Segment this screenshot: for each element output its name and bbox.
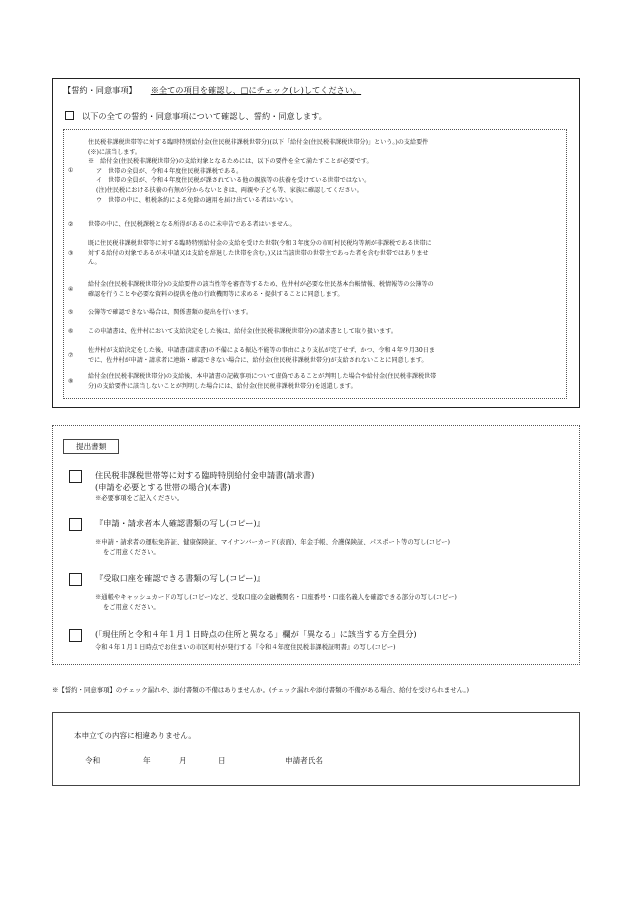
- consent-title: 【誓約・同意事項】: [63, 85, 137, 95]
- consent-line: でに、佐井村が申請・請求者に連絡・確認できない場合に、給付金(住民税非課税世帯分)が支給されないことに同意します。: [88, 356, 428, 364]
- consent-line: この申請書は、佐井村において支給決定をした後は、給付金(住民税非課税世帯分)の請求書として取り扱います。: [88, 328, 397, 335]
- document-label: 『申請・請求者本人確認書類の写し(コピー)』: [95, 518, 265, 528]
- consent-line: イ 世帯の全員が、令和４年度住民税が課されている他の親族等の扶養を受けている世帯ではない。: [96, 177, 371, 185]
- document-checkbox[interactable]: [69, 573, 82, 586]
- document-note: ※必要事項をご記入ください。: [95, 495, 184, 502]
- consent-item-number: ⑧: [68, 378, 74, 385]
- date-era: 令和: [85, 756, 101, 765]
- declaration-text: 本申立ての内容に相違ありません。: [74, 731, 196, 740]
- document-note: ※通帳やキャッシュカードの写し(コピー)など、受取口座の金融機関名・口座番号・口座名義人を確認できる部分の写し(コピー): [95, 594, 457, 601]
- consent-line: 公簿等で確認できない場合は、関係書類の提出を行います。: [88, 309, 253, 316]
- date-day[interactable]: 日: [218, 756, 226, 765]
- document-note: をご用意ください。: [103, 548, 160, 556]
- consent-item-number: ⑦: [68, 352, 74, 359]
- consent-item-number: ⑤: [68, 309, 74, 316]
- document-label: 『受取口座を確認できる書類の写し(コピー)』: [95, 573, 265, 583]
- consent-line: 対する給付の対象であるが未申請又は支給を辞退した世帯を含む。)又は当該世帯の世帯主であった者を含む世帯ではありませ: [88, 249, 429, 257]
- document-checkbox[interactable]: [69, 629, 82, 642]
- consent-line: ※ 給付金(住民税非課税世帯分)の支給対象となるためには、以下の要件を全て満たすことが必要です。: [88, 158, 373, 166]
- consent-item-number: ③: [68, 250, 74, 257]
- consent-line: (※)に該当します。: [88, 148, 142, 156]
- applicant-name-label[interactable]: 申請者氏名: [285, 756, 323, 765]
- check-reminder-note: ※【誓約・同意事項】のチェック漏れや、添付書類の不備はありませんか。(チェック漏れや添付書類の不備がある場合、給付を受けられません。): [52, 686, 470, 694]
- document-note: 令和４年１月１日時点でお住まいの市区町村が発行する『令和４年度住民税非課税証明書』の写し(コピー): [95, 644, 396, 651]
- consent-line: ア 世帯の全員が、令和４年度住民税非課税である。: [96, 167, 243, 175]
- document-note: ※申請・請求者の運転免許証、健康保険証、マイナンバーカード(表面)、年金手帳、介護保険証、パスポート等の写し(コピー): [95, 539, 450, 546]
- consent-line: 住民税非課税世帯等に対する臨時特別給付金(住民税非課税世帯分)(以下「給付金(住民税非課税世帯分)」という。)の支給要件: [88, 139, 429, 146]
- consent-line: 給付金(住民税非課税世帯分)の支給後、本申請書の記載事項について虚偽であることが判明した場合や給付金(住民税非課税世帯: [88, 373, 437, 380]
- agree-all-checkbox[interactable]: [65, 111, 74, 120]
- document-note: をご用意ください。: [103, 603, 160, 611]
- consent-line: ん。: [88, 259, 101, 267]
- documents-title: 提出書類: [63, 439, 119, 454]
- consent-items-box: [63, 129, 567, 399]
- document-label: 住民税非課税世帯等に対する臨時特別給付金申請書(請求書): [95, 470, 315, 480]
- consent-instruction: ※全ての項目を確認し、□にチェック(レ)してください。: [150, 85, 362, 95]
- document-checkbox[interactable]: [69, 470, 82, 483]
- consent-line: 既に住民税非課税世帯等に対する臨時特別給付金の支給を受けた世帯(令和３年度分の市町村民税均等割が非課税である世帯に: [88, 240, 432, 247]
- consent-item-number: ①: [68, 167, 74, 174]
- agree-all-row[interactable]: [65, 111, 327, 122]
- agree-all-label: 以下の全ての誓約・同意事項について確認し、誓約・同意します。: [82, 111, 327, 121]
- document-checkbox[interactable]: [69, 518, 82, 531]
- consent-line: 確認を行うことや必要な資料の提供を他の行政機関等に求める・提供することに同意します。: [88, 290, 344, 298]
- document-label: (「現住所と令和４年１月１日時点の住所と異なる」欄が「異なる」に該当する方全員分): [95, 629, 417, 639]
- consent-line: 佐井村が支給決定をした後、申請書(請求書)の不備による振込不能等の事由により支払が完了せず、かつ、令和４年９月30日ま: [88, 347, 435, 354]
- documents-section: [52, 425, 580, 665]
- consent-section: [52, 78, 580, 408]
- consent-item-number: ②: [68, 221, 74, 228]
- document-label: (申請を必要とする世帯の場合)(本書): [95, 482, 231, 492]
- declaration-section: [52, 712, 580, 786]
- consent-header: [63, 85, 361, 96]
- consent-line: ウ 世帯の中に、租税条約による免除の適用を届け出ている者はいない。: [96, 196, 298, 204]
- consent-line: 分)の支給要件に該当しないことが判明した場合には、給付金(住民税非課税世帯分)を返還します。: [88, 382, 357, 390]
- date-year[interactable]: 年: [143, 756, 151, 765]
- consent-item-number: ⑥: [68, 328, 74, 335]
- consent-item-number: ④: [68, 286, 74, 293]
- consent-line: 給付金(住民税非課税世帯分)の支給要件の該当性等を審査等するため、佐井村が必要な住民基本台帳情報、税情報等の公簿等の: [88, 281, 434, 288]
- consent-line: 世帯の中に、住民税課税となる所得があるのに未申告である者はいません。: [88, 221, 296, 228]
- consent-line: (注)住民税における扶養の有無が分からないときは、両親や子ども等、家族に確認してください。: [96, 186, 363, 194]
- date-month[interactable]: 月: [179, 756, 187, 765]
